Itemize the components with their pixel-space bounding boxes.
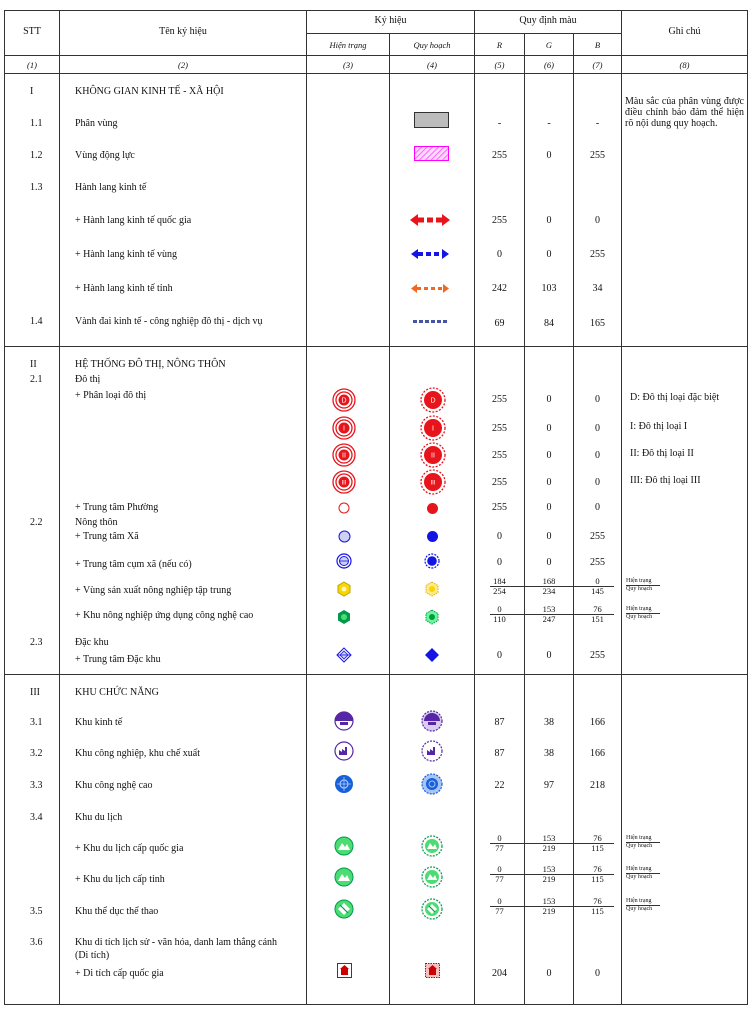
badge-text: II xyxy=(431,452,435,460)
header-planned: Quy hoạch xyxy=(413,40,451,50)
r-value: 0 xyxy=(497,896,502,906)
note-planned: Quy hoạch xyxy=(626,906,653,912)
header-line xyxy=(4,55,748,56)
badge-text: III xyxy=(341,480,347,487)
g-value: 0 xyxy=(546,650,552,661)
header-name: Tên ký hiệu xyxy=(159,26,207,37)
b-value: 0 xyxy=(595,394,600,405)
r-value-planned: 254 xyxy=(493,586,506,596)
header-g: G xyxy=(545,40,553,50)
economic-zone-planned-icon xyxy=(421,710,443,732)
b-value-planned: 145 xyxy=(591,586,604,596)
note-current: Hiện trạng xyxy=(626,606,652,612)
colnum-4: (4) xyxy=(427,60,437,70)
b-value-planned: 115 xyxy=(591,874,604,884)
economic-zone-current-icon xyxy=(334,711,354,731)
g-value: 38 xyxy=(544,717,554,728)
magenta-hatched-rectangle-icon xyxy=(414,146,449,161)
hitech-agriculture-current-icon xyxy=(336,609,352,625)
urban-class-d-current-icon xyxy=(332,388,356,412)
g-value: 0 xyxy=(546,968,552,979)
border-top xyxy=(4,10,748,11)
row-name: + Trung tâm Đặc khu xyxy=(75,654,161,665)
g-value: 0 xyxy=(546,531,552,542)
g-value: 0 xyxy=(546,394,552,405)
g-value: 153 xyxy=(542,896,556,906)
heritage-site-planned-icon xyxy=(425,963,440,978)
b-value: 0 xyxy=(595,423,600,434)
r-value: 87 xyxy=(494,717,505,728)
colnum-line xyxy=(4,73,748,74)
g-value: 153 xyxy=(542,864,556,874)
b-value: 255 xyxy=(590,531,605,542)
header-current: Hiện trạng xyxy=(329,40,367,50)
b-value: 255 xyxy=(590,150,605,161)
g-value: 38 xyxy=(544,748,554,759)
row-note: D: Đô thị loại đặc biệt xyxy=(630,392,720,403)
commune-center-planned-icon xyxy=(426,530,439,543)
blue-double-arrow-icon xyxy=(411,249,449,259)
row-name: + Trung tâm Xã xyxy=(75,531,139,542)
hitech-agriculture-planned-icon xyxy=(424,609,440,625)
b-value: 34 xyxy=(592,283,603,294)
g-value: 153 xyxy=(542,833,556,843)
r-value-planned: 77 xyxy=(495,874,504,884)
note-planned: Quy hoạch xyxy=(626,843,653,849)
colnum-6: (6) xyxy=(544,60,554,70)
col-sep-1 xyxy=(59,10,60,1005)
row-name: + Trung tâm Phường xyxy=(75,502,159,513)
badge-text: III xyxy=(430,480,436,487)
g-value: 0 xyxy=(546,557,552,568)
r-value: 184 xyxy=(493,576,506,586)
r-value: 87 xyxy=(494,748,505,759)
section-2-title: HỆ THỐNG ĐÔ THỊ, NÔNG THÔN xyxy=(75,359,226,370)
industrial-zone-planned-icon xyxy=(421,740,443,762)
row-stt: 1.2 xyxy=(30,150,43,161)
colnum-3: (3) xyxy=(343,60,353,70)
heritage-site-current-icon xyxy=(337,963,352,978)
row-name: Đặc khu xyxy=(75,637,109,648)
r-value: 255 xyxy=(492,502,507,513)
border-left xyxy=(4,10,5,1005)
industrial-zone-current-icon xyxy=(334,741,354,761)
b-value: 166 xyxy=(590,748,605,759)
b-value: 76 xyxy=(593,896,602,906)
b-value: 76 xyxy=(593,604,602,614)
r-value: 0 xyxy=(497,531,502,542)
r-value: 0 xyxy=(497,557,502,568)
row-stt: 3.5 xyxy=(30,906,43,917)
sports-zone-current-icon xyxy=(334,899,354,919)
header-sub-line-b xyxy=(474,33,621,34)
row-name: Hành lang kinh tế xyxy=(75,182,147,193)
note-planned: Quy hoạch xyxy=(626,614,653,620)
r-value: 255 xyxy=(492,150,507,161)
g-value-planned: 234 xyxy=(542,586,556,596)
row-name: + Khu du lịch cấp quốc gia xyxy=(75,843,184,854)
g-value: 84 xyxy=(544,318,554,329)
navy-dashed-line-icon xyxy=(413,319,447,324)
colnum-1: (1) xyxy=(27,60,37,70)
r-value: 69 xyxy=(494,318,505,329)
b-value: 0 xyxy=(595,477,600,488)
row-name: + Phân loại đô thị xyxy=(75,390,147,401)
r-value: 0 xyxy=(497,650,502,661)
g-value-planned: 219 xyxy=(542,906,556,916)
row-stt: 1.1 xyxy=(30,118,43,129)
sports-zone-planned-icon xyxy=(421,898,443,920)
b-value: 255 xyxy=(590,249,605,260)
b-value: 165 xyxy=(590,318,605,329)
red-double-arrow-icon xyxy=(410,214,450,226)
section-line-2 xyxy=(4,346,748,347)
r-value-planned: 110 xyxy=(493,614,506,624)
header-note: Ghi chú xyxy=(668,26,701,37)
row-name: + Hành lang kinh tế quốc gia xyxy=(75,215,192,226)
row-name-line1: Khu di tích lịch sử - văn hóa, danh lam thắng cảnh xyxy=(75,937,278,948)
colnum-7: (7) xyxy=(592,60,603,70)
g-value: 103 xyxy=(541,283,557,294)
g-value-planned: 219 xyxy=(542,843,556,853)
section-1-note: Màu sắc của phân vùng được điều chỉnh bảo đảm thể hiện rõ nội dung quy hoạch. xyxy=(625,96,744,129)
row-name: + Khu du lịch cấp tỉnh xyxy=(75,874,165,885)
agriculture-zone-current-icon xyxy=(336,581,352,597)
section-3-stt: III xyxy=(30,687,40,698)
section-2-stt: II xyxy=(30,359,37,370)
r-value: 255 xyxy=(492,394,507,405)
col-sep-7 xyxy=(621,10,622,1005)
row-name: Phân vùng xyxy=(75,118,118,129)
row-name: Khu công nghệ cao xyxy=(75,780,153,791)
col-sep-6 xyxy=(573,33,574,1005)
b-value: - xyxy=(595,118,600,129)
g-value: 153 xyxy=(542,604,556,614)
badge-text: I xyxy=(343,425,345,433)
row-name: + Hành lang kinh tế vùng xyxy=(75,249,178,260)
section-3-title: KHU CHỨC NĂNG xyxy=(75,687,159,698)
badge-text: D xyxy=(341,397,347,405)
row-name: Vành đai kinh tế - công nghiệp đô thị - dịch vụ xyxy=(75,316,263,327)
section-1-title: KHÔNG GIAN KINH TẾ - XÃ HỘI xyxy=(75,86,224,97)
row-name: Khu kinh tế xyxy=(75,717,123,728)
row-stt: 3.4 xyxy=(30,812,43,823)
header-stt: STT xyxy=(23,26,41,37)
row-stt: 3.1 xyxy=(30,717,43,728)
note-current: Hiện trạng xyxy=(626,578,652,584)
urban-class-1-planned-icon xyxy=(420,415,446,441)
note-current: Hiện trạng xyxy=(626,835,652,841)
row-note: I: Đô thị loại I xyxy=(630,421,688,432)
row-name: Vùng động lực xyxy=(75,150,135,161)
g-value: 0 xyxy=(546,249,552,260)
b-value: 255 xyxy=(590,650,605,661)
row-stt: 3.3 xyxy=(30,780,43,791)
b-value: 0 xyxy=(595,502,600,513)
note-planned: Quy hoạch xyxy=(626,586,653,592)
row-stt: 1.3 xyxy=(30,182,43,193)
r-value: 255 xyxy=(492,215,507,226)
b-value: 166 xyxy=(590,717,605,728)
row-name: Đô thị xyxy=(75,374,101,385)
r-value: 0 xyxy=(497,604,502,614)
r-value: 22 xyxy=(494,780,505,791)
orange-double-arrow-icon xyxy=(411,284,449,293)
urban-class-2-current-icon xyxy=(332,443,356,467)
national-tourism-current-icon xyxy=(334,836,354,856)
g-value: 168 xyxy=(542,576,556,586)
section-1-stt: I xyxy=(30,86,34,97)
provincial-tourism-planned-icon xyxy=(421,866,443,888)
r-value: 204 xyxy=(492,968,507,979)
b-value: 0 xyxy=(595,968,600,979)
header-symbol: Ký hiệu xyxy=(374,15,407,26)
note-planned: Quy hoạch xyxy=(626,874,653,880)
b-value-planned: 151 xyxy=(591,614,604,624)
g-value: 0 xyxy=(546,502,552,513)
note-current: Hiện trạng xyxy=(626,898,652,904)
commune-center-current-icon xyxy=(338,530,351,543)
row-stt: 3.2 xyxy=(30,748,43,759)
border-bottom xyxy=(4,1004,748,1005)
hitech-park-current-icon xyxy=(334,774,354,794)
b-value: 76 xyxy=(593,833,602,843)
b-value: 218 xyxy=(590,780,605,791)
row-name: + Di tích cấp quốc gia xyxy=(75,968,164,979)
r-value: - xyxy=(497,118,502,129)
r-value: 255 xyxy=(492,477,507,488)
row-stt: 2.1 xyxy=(30,374,43,385)
urban-class-2-planned-icon xyxy=(420,442,446,468)
g-value-planned: 247 xyxy=(542,614,556,624)
urban-class-d-planned-icon xyxy=(420,387,446,413)
special-zone-planned-icon xyxy=(424,647,440,663)
g-value: - xyxy=(547,118,551,129)
commune-cluster-planned-icon xyxy=(424,553,440,569)
header-color-rule: Quy định màu xyxy=(519,15,577,26)
r-value-planned: 77 xyxy=(495,843,504,853)
r-value: 0 xyxy=(497,249,502,260)
badge-text: D xyxy=(430,397,436,405)
row-name-line2: (Di tích) xyxy=(75,950,110,961)
g-value: 0 xyxy=(546,150,552,161)
r-value: 242 xyxy=(492,283,507,294)
row-note: II: Đô thị loại II xyxy=(630,448,694,459)
row-name: Khu du lịch xyxy=(75,812,123,823)
row-name: + Hành lang kinh tế tỉnh xyxy=(75,283,173,294)
col-sep-2 xyxy=(306,10,307,1005)
row-name: Khu thể dục thể thao xyxy=(75,906,159,917)
row-name: + Trung tâm cụm xã (nếu có) xyxy=(75,559,192,570)
urban-class-3-planned-icon xyxy=(420,469,446,495)
provincial-tourism-current-icon xyxy=(334,867,354,887)
g-value-planned: 219 xyxy=(542,874,556,884)
urban-class-3-current-icon xyxy=(332,470,356,494)
row-stt: 3.6 xyxy=(30,937,43,948)
badge-text: I xyxy=(432,425,434,433)
row-stt: 2.3 xyxy=(30,637,43,648)
section-line-3 xyxy=(4,674,748,675)
hitech-park-planned-icon xyxy=(421,773,443,795)
row-stt: 1.4 xyxy=(30,316,43,327)
r-value-planned: 77 xyxy=(495,906,504,916)
b-value: 0 xyxy=(595,576,600,586)
g-value: 0 xyxy=(546,450,552,461)
b-value: 0 xyxy=(595,215,600,226)
row-name: Khu công nghiệp, khu chế xuất xyxy=(75,748,200,759)
b-value: 0 xyxy=(595,450,600,461)
b-value: 255 xyxy=(590,557,605,568)
border-right xyxy=(747,10,748,1005)
g-value: 0 xyxy=(546,423,552,434)
b-value-planned: 115 xyxy=(591,906,604,916)
header-sub-line-a xyxy=(306,33,474,34)
header-r: R xyxy=(496,40,503,50)
national-tourism-planned-icon xyxy=(421,835,443,857)
b-value: 76 xyxy=(593,864,602,874)
row-name: + Vùng sản xuất nông nghiệp tập trung xyxy=(75,585,232,596)
badge-text: II xyxy=(342,452,346,460)
g-value: 0 xyxy=(546,215,552,226)
r-value: 255 xyxy=(492,423,507,434)
g-value: 97 xyxy=(544,780,554,791)
commune-cluster-current-icon xyxy=(336,553,352,569)
urban-class-1-current-icon xyxy=(332,416,356,440)
r-value: 0 xyxy=(497,833,502,843)
agriculture-zone-planned-icon xyxy=(424,581,440,597)
colnum-2: (2) xyxy=(178,60,188,70)
gray-rectangle-icon xyxy=(414,112,449,128)
row-note: III: Đô thị loại III xyxy=(630,475,701,486)
r-value: 0 xyxy=(497,864,502,874)
r-value: 255 xyxy=(492,450,507,461)
ward-center-planned-icon xyxy=(426,502,439,515)
note-current: Hiện trạng xyxy=(626,866,652,872)
row-stt: 2.2 xyxy=(30,517,43,528)
colnum-8: (8) xyxy=(679,60,690,70)
g-value: 0 xyxy=(546,477,552,488)
b-value-planned: 115 xyxy=(591,843,604,853)
special-zone-current-icon xyxy=(336,647,352,663)
colnum-5: (5) xyxy=(494,60,505,70)
row-name: Nông thôn xyxy=(75,517,118,528)
ward-center-current-icon xyxy=(338,502,350,514)
col-sep-5 xyxy=(524,33,525,1005)
header-b: B xyxy=(594,40,601,50)
col-sep-3 xyxy=(389,33,390,1005)
row-name: + Khu nông nghiệp ứng dụng công nghệ cao xyxy=(75,610,254,621)
